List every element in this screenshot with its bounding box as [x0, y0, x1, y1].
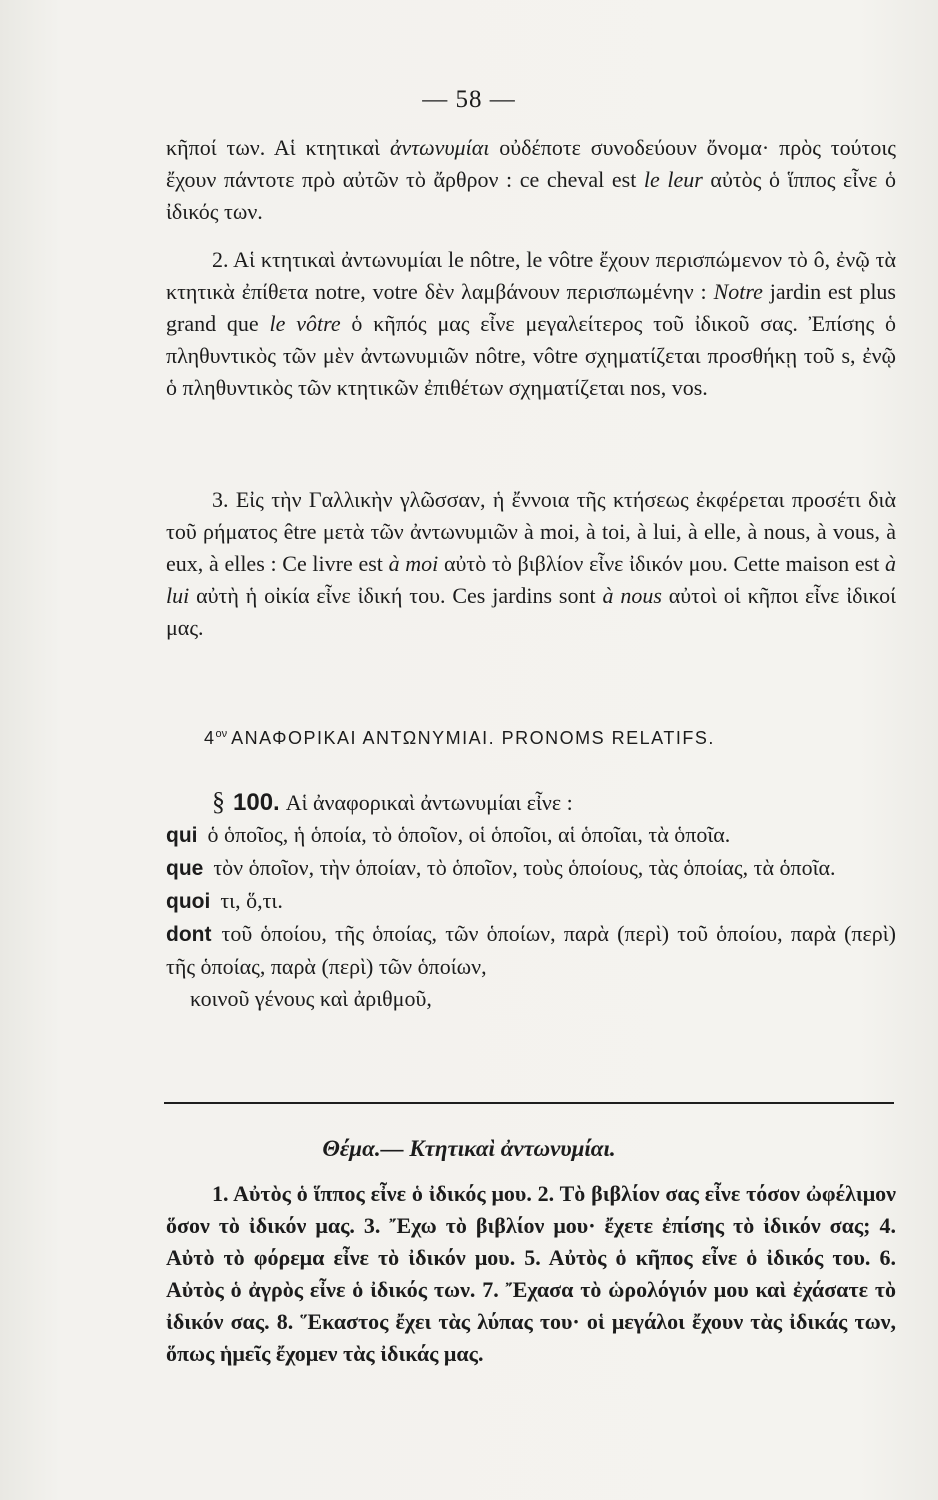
horizontal-rule — [164, 1102, 894, 1104]
section-100 — [166, 786, 896, 1015]
definition-qui: qui ὁ ὁποῖος, ἡ ὁποία, τὸ ὁποῖον, οἱ ὁποῖοι, αἱ ὁποῖαι, τὰ ὁποῖα. — [166, 822, 731, 847]
paragraph-2 — [166, 244, 896, 404]
paragraph-2-text: 2. Αἱ κτητικαὶ ἀντωνυμίαι le nôtre, le vôtre ἔχουν περισπώμενον τὸ ô, ἐνῷ τὰ κτητικὰ ἐπίθετα notre, votre δὲν λαμβάνουν περισπωμένην : Notre jardin est plus grand que le vôtre ὁ κῆπός μας εἶνε μεγαλείτερος τοῦ ἰδικοῦ σας. Ἐπίσης ὁ πληθυντικὸς τῶν μὲν ἀντωνυμιῶν nôtre, vôtre σχηματίζεται προσθήκῃ τοῦ s, ἐνῷ ὁ πληθυντικὸς τῶν κτητικῶν ἐπιθέτων σχηματίζεται nos, vos. — [166, 247, 897, 400]
exercise-body — [166, 1178, 896, 1370]
page-number: — 58 — — [422, 86, 516, 113]
definition-dont-tail: κοινοῦ γένους καὶ ἀριθμοῦ, — [190, 986, 432, 1011]
term-qui: qui — [166, 824, 198, 847]
italic-example: le leur — [643, 167, 703, 192]
definition-dont: dont τοῦ ὁποίου, τῆς ὁποίας, τῶν ὁποίων, παρὰ (περὶ) τοῦ ὁποίου, παρὰ (περὶ) τῆς ὁποίας, παρὰ (περὶ) τῶν ὁποίων, — [166, 921, 896, 979]
paragraph-1 — [166, 132, 896, 228]
definition-que: que τὸν ὁποῖον, τὴν ὁποίαν, τὸ ὁποῖον, τοὺς ὁποίους, τὰς ὁποίας, τὰ ὁποῖα. — [166, 855, 836, 880]
paragraph-1-text: κῆποί των. Αἱ κτητικαὶ ἀντωνυμίαι οὐδέποτε συνοδεύουν ὄνομα· πρὸς τούτοις ἔχουν πάντοτε πρὸ αὐτῶν τὸ ἄρθρον : ce cheval est le leur αὐτὸς ὁ ἵππος εἶνε ὁ ἰδικός των. — [166, 135, 896, 224]
italic-example: à moi — [388, 551, 439, 576]
section-heading-text: ΑΝΑΦΟΡΙΚΑΙ ΑΝΤΩΝΥΜΙΑΙ. PRONOMS RELATIFS. — [231, 728, 715, 748]
definition-quoi: quoi τι, ὅ,τι. — [166, 888, 283, 913]
term-quoi: quoi — [166, 890, 211, 913]
section-sign: § — [212, 787, 225, 816]
term-que: que — [166, 857, 204, 880]
italic-example: à nous — [602, 583, 662, 608]
italic-example: Notre — [713, 279, 763, 304]
term-dont: dont — [166, 923, 212, 946]
exercise-title: Θέμα.— Κτητικαὶ ἀντωνυμίαι. — [322, 1136, 616, 1161]
section-heading: $4^{o\nu}$ ΑΝΑΦΟΡΙΚΑΙ ΑΝΤΩΝΥΜΙΑΙ. PRONOMS RELATIFS. — [204, 728, 715, 748]
paragraph-3-text: 3. Εἰς τὴν Γαλλικὴν γλῶσσαν, ἡ ἔννοια τῆς κτήσεως ἐκφέρεται προσέτι διὰ τοῦ ρήματος être μετὰ τῶν ἀντωνυμιῶν à moi, à toi, à lui, à elle, à nous, à vous, à eux, à elles : Ce livre est à moi αὐτὸ τὸ βιβλίον εἶνε ἰδικόν μου. Cette maison est à lui αὐτὴ ἡ οἰκία εἶνε ἰδική του. Ces jardins sont à nous αὐτοὶ οἱ κῆποι εἶνε ἰδικοί μας. — [166, 487, 897, 640]
section-number: 100. — [233, 789, 280, 816]
italic-example: à lui — [166, 551, 897, 608]
section-100-intro: § 100. Αἱ ἀναφορικαὶ ἀντωνυμίαι εἶνε : — [212, 787, 573, 816]
paragraph-3 — [166, 484, 896, 644]
italic-term: ἀντωνυμίαι — [389, 135, 490, 160]
exercise-text: 1. Αὐτὸς ὁ ἵππος εἶνε ὁ ἰδικός μου. 2. Τὸ βιβλίον σας εἶνε τόσον ὠφέλιμον ὅσον τὸ ἰδικόν μας. 3. Ἔχω τὸ βιβλίον μου· ἔχετε ἐπίσης τὸ ἰδικόν σας; 4. Αὐτὸ τὸ φόρεμα εἶνε τὸ ἰδικόν μου. 5. Αὐτὸς ὁ κῆπος εἶνε ὁ ἰδικός του. 6. Αὐτὸς ὁ ἀγρὸς εἶνε ὁ ἰδικός των. 7. Ἔχασα τὸ ὡρολόγιόν μου καὶ ἐχάσατε τὸ ἰδικόν σας. 8. Ἕκαστος ἔχει τὰς λύπας του· οἱ μεγάλοι ἔχουν τὰς ἰδικάς των, ὅπως ἡμεῖς ἔχομεν τὰς ἰδικάς μας. — [166, 1181, 896, 1366]
italic-example: le vôtre — [269, 311, 341, 336]
